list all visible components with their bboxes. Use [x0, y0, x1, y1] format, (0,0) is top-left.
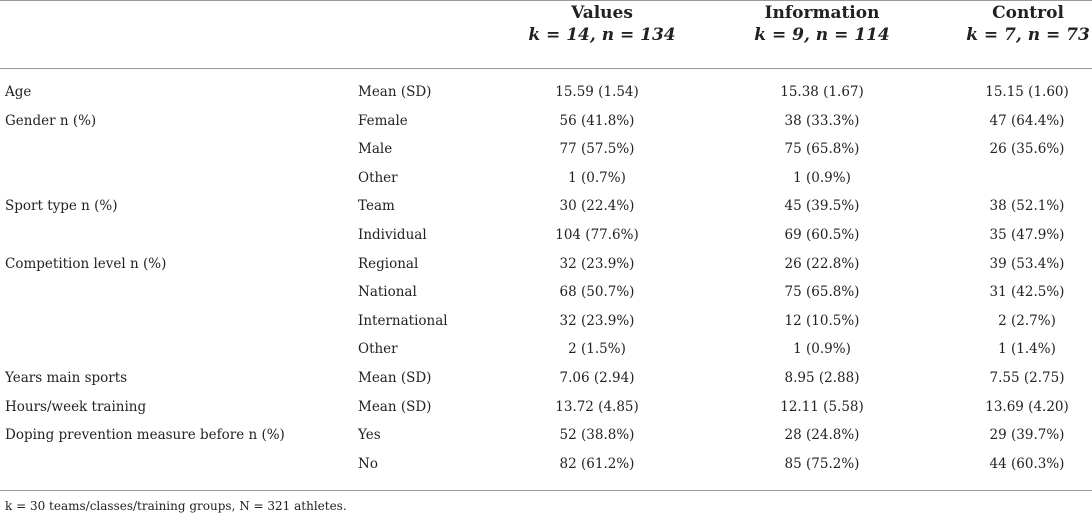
column-header-control-name: Control — [992, 3, 1064, 23]
column-header-values-sub: k = 14, n = 134 — [528, 25, 676, 45]
row-statistic-label: Individual — [358, 227, 427, 243]
cell-values: 30 (22.4%) — [559, 198, 635, 215]
cell-control: 38 (52.1%) — [989, 198, 1065, 215]
row-statistic-label: Male — [358, 141, 393, 158]
cell-control: 2 (2.7%) — [998, 312, 1056, 329]
row-statistic-label: Female — [358, 112, 408, 129]
cell-values: 32 (23.9%) — [559, 255, 635, 272]
column-header-information-name: Information — [764, 3, 880, 23]
table-row — [0, 307, 1092, 335]
cell-values: 104 (77.6%) — [555, 227, 639, 243]
table-row — [0, 135, 1092, 163]
cell-values: 52 (38.8%) — [559, 427, 635, 444]
cell-information: 85 (75.2%) — [784, 455, 860, 472]
row-statistic-label: Mean (SD) — [358, 398, 432, 415]
cell-values: 56 (41.8%) — [559, 112, 635, 129]
column-header-control — [966, 2, 1090, 46]
cell-control: 15.15 (1.60) — [985, 84, 1069, 100]
cell-values: 13.72 (4.85) — [555, 398, 639, 415]
row-statistic-label: Other — [358, 169, 398, 186]
row-variable-label: Age — [5, 84, 32, 100]
cell-control: 1 (1.4%) — [998, 341, 1056, 358]
cell-information: 28 (24.8%) — [784, 427, 860, 444]
row-variable-label: Competition level n (%) — [5, 255, 167, 272]
table-row — [0, 107, 1092, 135]
cell-information: 38 (33.3%) — [784, 112, 860, 129]
cell-values: 77 (57.5%) — [559, 141, 635, 158]
cell-information: 75 (65.8%) — [784, 284, 860, 301]
cell-control: 26 (35.6%) — [989, 141, 1065, 158]
cell-information: 15.38 (1.67) — [780, 84, 864, 100]
cell-information: 1 (0.9%) — [793, 169, 851, 186]
cell-values: 1 (0.7%) — [568, 169, 626, 186]
cell-information: 45 (39.5%) — [784, 198, 860, 215]
row-statistic-label: Mean (SD) — [358, 84, 432, 100]
column-header-control-sub: k = 7, n = 73 — [966, 25, 1090, 45]
cell-control: 29 (39.7%) — [989, 427, 1065, 444]
cell-control: 31 (42.5%) — [989, 284, 1065, 301]
row-statistic-label: No — [358, 455, 378, 472]
row-statistic-label: International — [358, 312, 448, 329]
column-header-information-sub: k = 9, n = 114 — [754, 25, 890, 45]
row-statistic-label: National — [358, 284, 417, 301]
column-header-values-name: Values — [571, 3, 633, 23]
cell-values: 15.59 (1.54) — [555, 84, 639, 100]
table-row — [0, 450, 1092, 478]
cell-values: 2 (1.5%) — [568, 341, 626, 358]
table-footnote: k = 30 teams/classes/training groups, N = 321 athletes. — [5, 499, 347, 513]
cell-values: 82 (61.2%) — [559, 455, 635, 472]
row-statistic-label: Yes — [358, 427, 381, 444]
cell-control: 44 (60.3%) — [989, 455, 1065, 472]
table-row — [0, 335, 1092, 363]
row-statistic-label: Regional — [358, 255, 419, 272]
cell-information: 26 (22.8%) — [784, 255, 860, 272]
cell-information: 8.95 (2.88) — [784, 370, 860, 386]
row-variable-label: Years main sports — [5, 370, 128, 386]
cell-information: 75 (65.8%) — [784, 141, 860, 158]
cell-control: 13.69 (4.20) — [985, 398, 1069, 415]
table-row — [0, 250, 1092, 278]
cell-values: 32 (23.9%) — [559, 312, 635, 329]
table-row — [0, 364, 1092, 392]
cell-information: 12.11 (5.58) — [780, 398, 864, 415]
table-row — [0, 192, 1092, 220]
table-row — [0, 164, 1092, 192]
column-header-values — [527, 2, 677, 46]
cell-information: 1 (0.9%) — [793, 341, 851, 358]
cell-information: 12 (10.5%) — [784, 312, 860, 329]
table-row — [0, 221, 1092, 249]
row-statistic-label: Mean (SD) — [358, 370, 432, 386]
cell-values: 68 (50.7%) — [559, 284, 635, 301]
cell-control: 7.55 (2.75) — [989, 370, 1065, 386]
row-variable-label: Sport type n (%) — [5, 198, 118, 215]
header-bottom-rule — [0, 68, 1092, 69]
cell-values: 7.06 (2.94) — [559, 370, 635, 386]
cell-control: 39 (53.4%) — [989, 255, 1065, 272]
row-variable-label: Hours/week training — [5, 398, 147, 415]
row-statistic-label: Team — [358, 198, 395, 215]
table-row — [0, 421, 1092, 449]
column-header-information — [737, 2, 907, 46]
row-variable-label: Gender n (%) — [5, 112, 97, 129]
cell-control: 35 (47.9%) — [989, 227, 1065, 243]
table-top-rule — [0, 0, 1092, 1]
cell-information: 69 (60.5%) — [784, 227, 860, 243]
table-row — [0, 78, 1092, 106]
table-bottom-rule — [0, 490, 1092, 491]
table-row — [0, 393, 1092, 421]
row-statistic-label: Other — [358, 341, 398, 358]
table-row — [0, 278, 1092, 306]
row-variable-label: Doping prevention measure before n (%) — [5, 427, 285, 444]
cell-control: 47 (64.4%) — [989, 112, 1065, 129]
